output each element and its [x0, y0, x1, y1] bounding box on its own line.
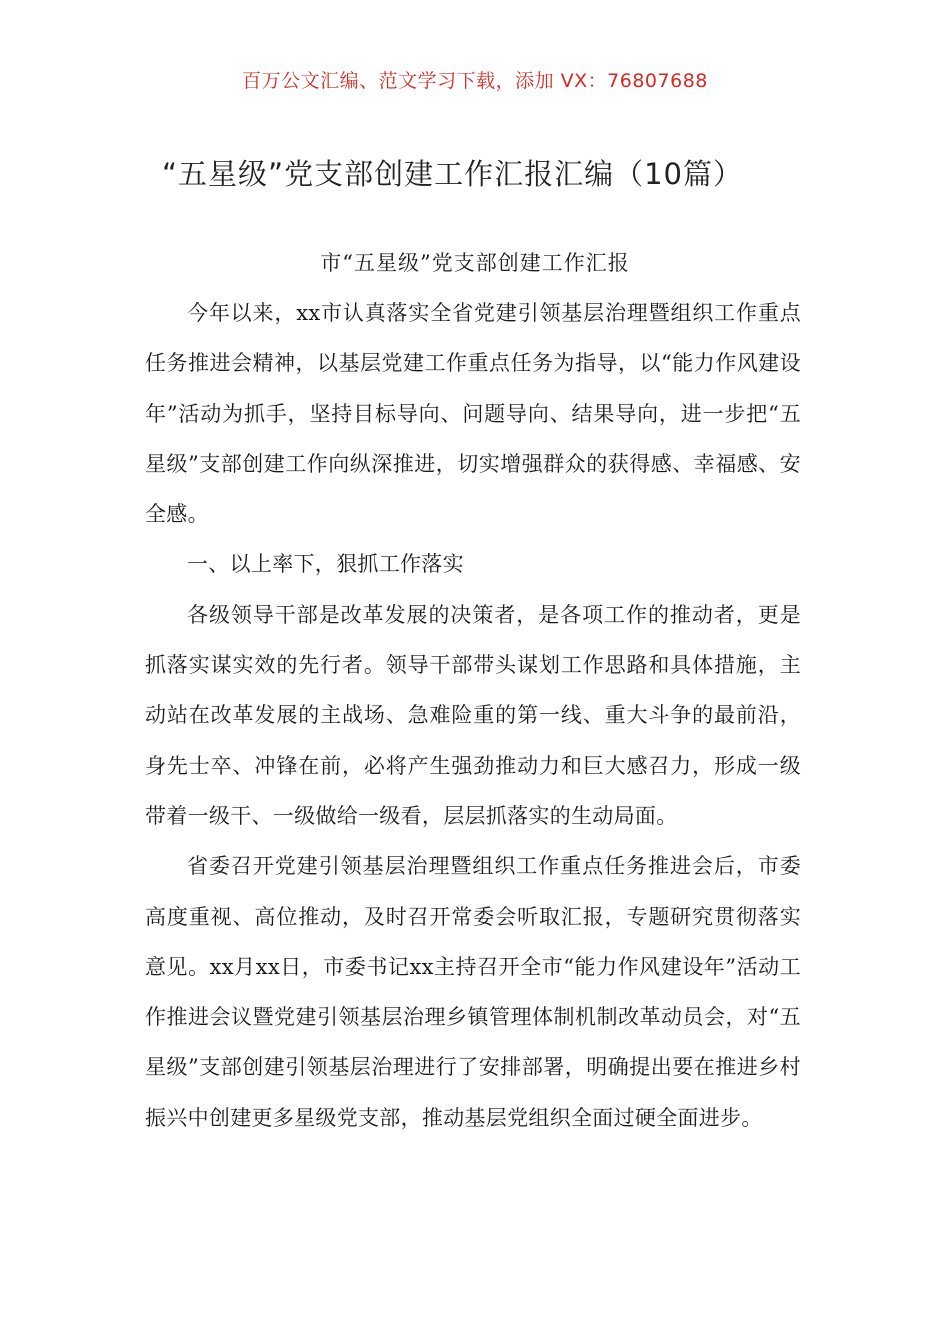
- section-title: 市“五星级”党支部创建工作汇报: [320, 251, 630, 275]
- promo-banner: 百万公文汇编、范文学习下载，添加 VX：76807688: [242, 70, 708, 92]
- document-body: [145, 288, 801, 1143]
- heading-section-one: 一、以上率下，狠抓工作落实: [187, 552, 464, 577]
- paragraph-leadership: 各级领导干部是改革发展的决策者，是各项工作的推动者，更是抓落实谋实效的先行者。领导干部带头谋划工作思路和具体措施，主动站在改革发展的主战场、急难险重的第一线、重大斗争的最前沿，身先士卒、冲锋在前，必将产生强劲推动力和巨大感召力，形成一级带着一级干、一级做给一级看，层层抓落实的生动局面。: [145, 602, 801, 828]
- document-title: “五星级”党支部创建工作汇报汇编（10篇）: [162, 157, 743, 191]
- paragraph-provincial-meeting: 省委召开党建引领基层治理暨组织工作重点任务推进会后，市委高度重视、高位推动，及时召开常委会听取汇报，专题研究贯彻落实意见。xx月xx日，市委书记xx主持召开全市“能力作风建设年”活动工作推进会议暨党建引领基层治理乡镇管理体制机制改革动员会，对“五星级”支部创建引领基层治理进行了安排部署，明确提出要在推进乡村振兴中创建更多星级党支部，推动基层党组织全面过硬全面进步。: [145, 854, 801, 1130]
- paragraph-intro: 今年以来，xx市认真落实全省党建引领基层治理暨组织工作重点任务推进会精神，以基层党建工作重点任务为指导，以“能力作风建设年”活动为抓手，坚持目标导向、问题导向、结果导向，进一步把“五星级”支部创建工作向纵深推进，切实增强群众的获得感、幸福感、安全感。: [145, 301, 801, 527]
